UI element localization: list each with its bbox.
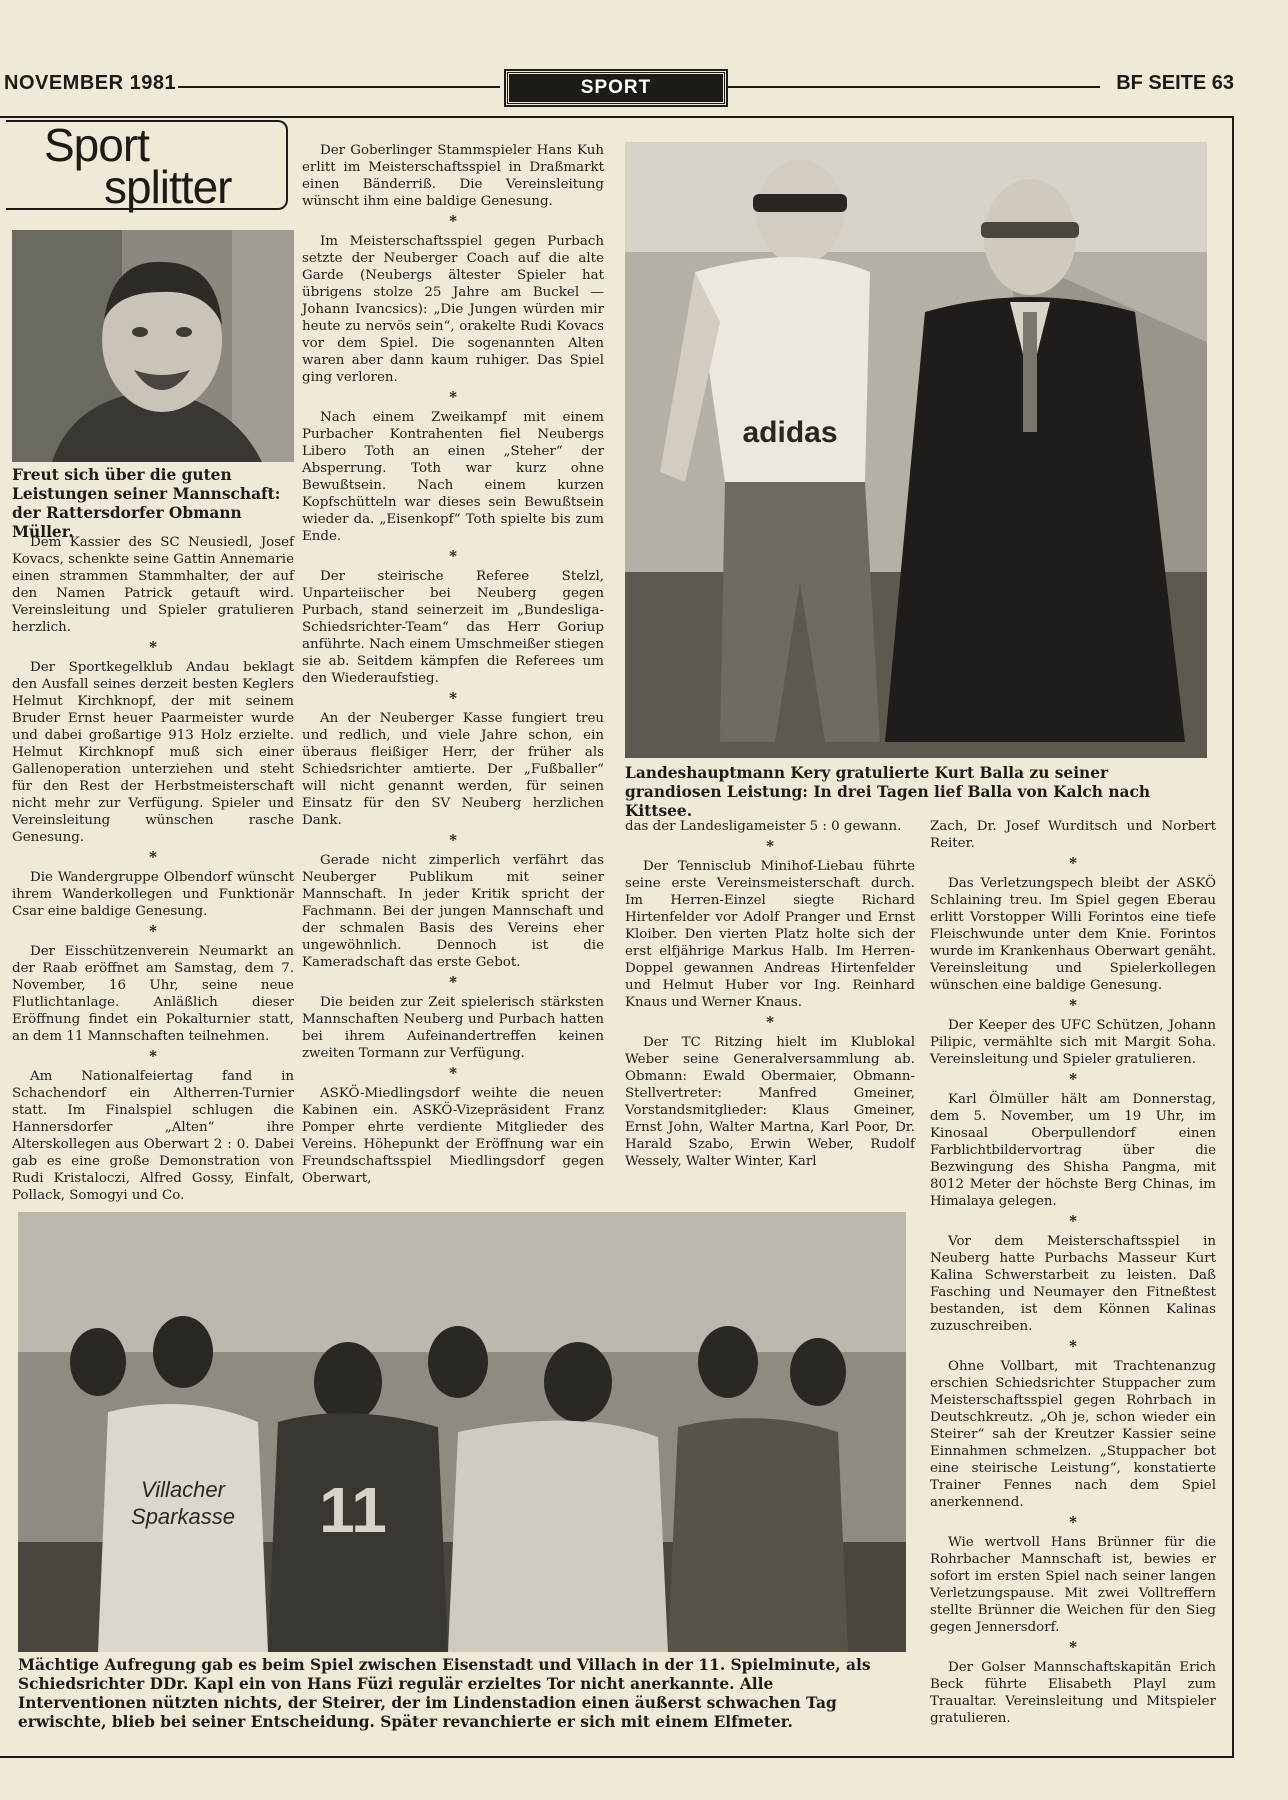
frame-bottom xyxy=(0,1756,1234,1758)
separator-star: * xyxy=(449,1064,457,1082)
item-oelmueller: Karl Ölmüller hält am Donnerstag, dem 5. November, um 19 Uhr, im Kinosaal Oberpullendorf einen Farblichtbildervortrag über die Bezwingung des Shisha Pangma, mit 8012 Meter der höchste Berg Chinas, im Himalaya gelegen. xyxy=(930,1092,1216,1209)
item-kalina: Vor dem Meisterschaftsspiel in Neuberg hatte Purbachs Masseur Kurt Kalina Schwerstarbeit zu leisten. Daß Fasching und Neumayer den Fitneßtest bestanden, ist dem Können Kalinas zuzuschreiben. xyxy=(930,1234,1216,1334)
separator-star: * xyxy=(449,831,457,849)
frame-top xyxy=(0,116,1234,118)
item-kovacs: Dem Kassier des SC Neusiedl, Josef Kovacs, schenkte seine Gattin Annemarie einen strammen Stammhalter, der auf den Namen Patrick getauft wird. Vereinsleitung und Spieler gratulieren herzlich. xyxy=(12,535,294,635)
separator-star: * xyxy=(1069,1337,1077,1355)
separator-star: * xyxy=(149,638,157,656)
separator-star: * xyxy=(1069,1212,1077,1230)
column-4 xyxy=(930,818,1216,1727)
photo-caption-balla: Landeshauptmann Kery gratulierte Kurt Balla zu seiner grandiosen Leistung: In drei Tagen lief Balla von Kalch nach Kittsee. xyxy=(625,764,1151,820)
separator-star: * xyxy=(766,1013,774,1031)
item-schlaining: Das Verletzungspech bleibt der ASKÖ Schlaining treu. Im Spiel gegen Eberau erlitt Vorstopper Willi Forintos eine tiefe Fleischwunde unter dem Knie. Forintos wurde im Krankenhaus Oberwart genäht. Vereinsleitung und Spielerkollegen wünschen eine baldige Genesung. xyxy=(930,876,1216,993)
column-2 xyxy=(302,142,604,1187)
item-toth: Nach einem Zweikampf mit einem Purbacher Kontrahenten fiel Neubergs Libero Toth an einen „Steher“ der Absperrung. Toth war kurz ohne Bewußtsein. Nach einem kurzen Kopfschütteln war dieses sein Bewußtsein wieder da. „Eisenkopf“ Toth spielte bis zum Ende. xyxy=(302,410,604,544)
item-bruenner: Wie wertvoll Hans Brünner für die Rohrbacher Mannschaft ist, bewies er sofort im ersten Spiel nach seiner langen Verletzungspause. Mit zwei Volltreffern stellte Brünner die Weichen für den Sieg gegen Jennersdorf. xyxy=(930,1535,1216,1635)
separator-star: * xyxy=(1069,854,1077,872)
item-miedlingsdorf: ASKÖ-Miedlingsdorf weihte die neuen Kabinen ein. ASKÖ-Vizepräsident Franz Pomper ehrte verdiente Mitglieder des Vereins. Höhepunkt der Eröffnung war ein Freundschaftsspiel Miedlingsdorf gegen Oberwart, xyxy=(302,1086,604,1186)
separator-star: * xyxy=(1069,1513,1077,1531)
jersey-sponsor-line1: Villacher xyxy=(141,1477,225,1502)
section-label: SPORT xyxy=(506,71,726,105)
item-neumarkt: Der Eisschützenverein Neumarkt an der Raab eröffnet am Samstag, dem 7. November, 16 Uhr, seine neue Flutlichtanlage. Anläßlich dieser Eröffnung findet ein Pokalturnier statt, an dem 11 Mannschaften teilnehmen. xyxy=(12,944,294,1044)
photo-kery-balla xyxy=(625,142,1207,758)
separator-star: * xyxy=(149,922,157,940)
item-minihof-liebau: Der Tennisclub Minihof-Liebau führte seine erste Vereinsmeisterschaft durch. Im Herren-Einzel siegte Richard Hirtenfelder vor Adolf Pranger und Ernst Kloiber. Den vierten Platz holte sich der erst elfjährige Markus Halb. Im Herren-Doppel gewannen Andreas Hirtenfelder und Helmut Huber vor Ing. Reinhard Knaus und Werner Knaus. xyxy=(625,859,915,1010)
photo-match-eisenstadt-villach xyxy=(18,1212,906,1652)
separator-star: * xyxy=(449,689,457,707)
item-stuppacher: Ohne Vollbart, mit Trachtenanzug erschien Schiedsrichter Stuppacher zum Meisterschaftsspiel gegen Rohrbach in Deutschkreutz. „Oh je, schon wieder ein Steirer“ sah der Kreutzer Kassier seine Einnahmen schmelzen. „Stuppacher bot eine steirische Leistung“, konstatierte Trainer Fennes nach dem Spiel anerkennend. xyxy=(930,1359,1216,1510)
separator-star: * xyxy=(1069,1070,1077,1088)
item-pilipic: Der Keeper des UFC Schützen, Johann Pilipic, vermählte sich mit Margit Soha. Vereinsleitung und Spieler gratulieren. xyxy=(930,1018,1216,1067)
separator-star: * xyxy=(149,1047,157,1065)
item-neuberger-kasse: An der Neuberger Kasse fungiert treu und redlich, und viele Jahre schon, ein überaus fleißiger Herr, der früher als Schiedsrichter amtierte. Der „Fußballer“ will nicht genannt werden, für seinen Einsatz für den SV Neuberg herzlichen Dank. xyxy=(302,711,604,828)
item-neuberger-coach: Im Meisterschaftsspiel gegen Purbach setzte der Neuberger Coach auf die alte Garde (Neubergs ältester Spieler hat übrigens stolze 25 Jahre am Buckel — Johann Ivancsics): „Die Jungen würden mir heute zu nervös sein“, orakelte Rudi Kovacs vor dem Spiel. Die sogenannten Alten waren aber dann kaum ruhiger. Das Spiel ging verloren. xyxy=(302,234,604,385)
column-3 xyxy=(625,818,915,1170)
column-1 xyxy=(12,534,294,1204)
photo-caption-mueller: Freut sich über die guten Leistungen seiner Mannschaft: der Rattersdorfer Obmann Müller. xyxy=(12,466,281,541)
jersey-number: 11 xyxy=(319,1474,387,1546)
photo-caption-match: Mächtige Aufregung gab es beim Spiel zwischen Eisenstadt und Villach in der 11. Spielminute, als Schiedsrichter DDr. Kapl ein von Hans Füzi regulär erzieltes Tor nicht anerkannte. Alle Interventionen nützten nichts, der Steirer, der im Lindenstadion einen äußerst schwachen Tag erwischte, blieb bei seiner Entscheidung. Später revanchierte er sich mit einem Elfmeter. xyxy=(18,1656,871,1731)
photo-obmann-mueller xyxy=(12,230,294,462)
page-number: BF SEITE 63 xyxy=(1116,72,1234,94)
item-tc-ritzing: Der TC Ritzing hielt im Klublokal Weber seine Generalversammlung ab. Obmann: Ewald Obermaier, Obmann-Stellvertreter: Manfred Gmeiner, Vorstandsmitglieder: Klaus Gmeiner, Ernst John, Walter Martna, Karl Poor, Dr. Harald Szabo, Erwin Weber, Rudolf Wessely, Walter Winter, Karl xyxy=(625,1035,915,1169)
column-logo-sport: Sport xyxy=(44,119,149,171)
separator-star: * xyxy=(1069,996,1077,1014)
jersey-sponsor-line2: Sparkasse xyxy=(131,1504,235,1529)
item-kirchknopf: Der Sportkegelklub Andau beklagt den Ausfall seines derzeit besten Keglers Helmut Kirchknopf, der mit seinem Bruder Ernst heuer Paarmeister wurde und dabei großartige 913 Holz erzielte. Helmut Kirchknopf muß sich einer Gallenoperation unterziehen und steht für den Rest der Herbstmeisterschaft nicht mehr zur Verfügung. Spieler und Vereinsleitung wünschen rasche Genesung. xyxy=(12,660,294,845)
separator-star: * xyxy=(449,547,457,565)
item-stelzl: Der steirische Referee Stelzl, Unparteiischer bei Neuberg gegen Purbach, stand seinerzeit im „Bundesliga-Schiedsrichter-Team“ das Herr Goriup anführte. Nach einem Umschmeißer stiegen sie ab. Seitdem kämpfen die Referees um den Wiederaufstieg. xyxy=(302,569,604,686)
separator-star: * xyxy=(766,837,774,855)
separator-star: * xyxy=(449,973,457,991)
item-neuberger-publikum: Gerade nicht zimperlich verfährt das Neuberger Publikum mit seiner Mannschaft. In jeder Kritik spricht der Fachmann. Bei der jungen Mannschaft und der schmalen Basis des Vereins eher ungewöhnlich. Dennoch ist die Kameradschaft das erste Gebot. xyxy=(302,853,604,970)
separator-star: * xyxy=(449,212,457,230)
item-schachendorf: Am Nationalfeiertag fand in Schachendorf ein Altherren-Turnier statt. Im Finalspiel schlugen die Hannersdorfer „Alten“ ihre Alterskollegen aus Oberwart 2 : 0. Dabei gab es eine große Demonstration von Rudi Kristaloczi, Alfred Gossy, Einfalt, Pollack, Somogyi und Co. xyxy=(12,1069,294,1203)
item-erich-beck: Der Golser Mannschaftskapitän Erich Beck führte Elisabeth Playl zum Traualtar. Vereinsleitung und Mitspieler gratulieren. xyxy=(930,1660,1216,1726)
column-logo-splitter: splitter xyxy=(104,161,232,213)
header-rule-right xyxy=(728,86,1100,88)
item-neuberg-purbach: Die beiden zur Zeit spielerisch stärksten Mannschaften Neuberg und Purbach hatten bei ihrem Aufeinandertreffen keinen zweiten Tormann zur Verfügung. xyxy=(302,995,604,1061)
item-olbendorf: Die Wandergruppe Olbendorf wünscht ihrem Wanderkollegen und Funktionär Csar eine baldige Genesung. xyxy=(12,870,294,919)
item-ritzing-cont: Zach, Dr. Josef Wurditsch und Norbert Reiter. xyxy=(930,819,1216,851)
separator-star: * xyxy=(1069,1638,1077,1656)
issue-date: NOVEMBER 1981 xyxy=(4,72,177,94)
separator-star: * xyxy=(449,388,457,406)
separator-star: * xyxy=(149,848,157,866)
item-hans-kuh: Der Goberlinger Stammspieler Hans Kuh erlitt im Meisterschaftsspiel in Draßmarkt einen Bänderriß. Die Vereinsleitung wünscht ihm eine baldige Genesung. xyxy=(302,143,604,209)
item-miedlingsdorf-cont: das der Landesligameister 5 : 0 gewann. xyxy=(625,819,902,834)
header-rule-left xyxy=(178,86,500,88)
shirt-adidas-text: adidas xyxy=(742,416,838,449)
frame-right xyxy=(1232,116,1234,1758)
